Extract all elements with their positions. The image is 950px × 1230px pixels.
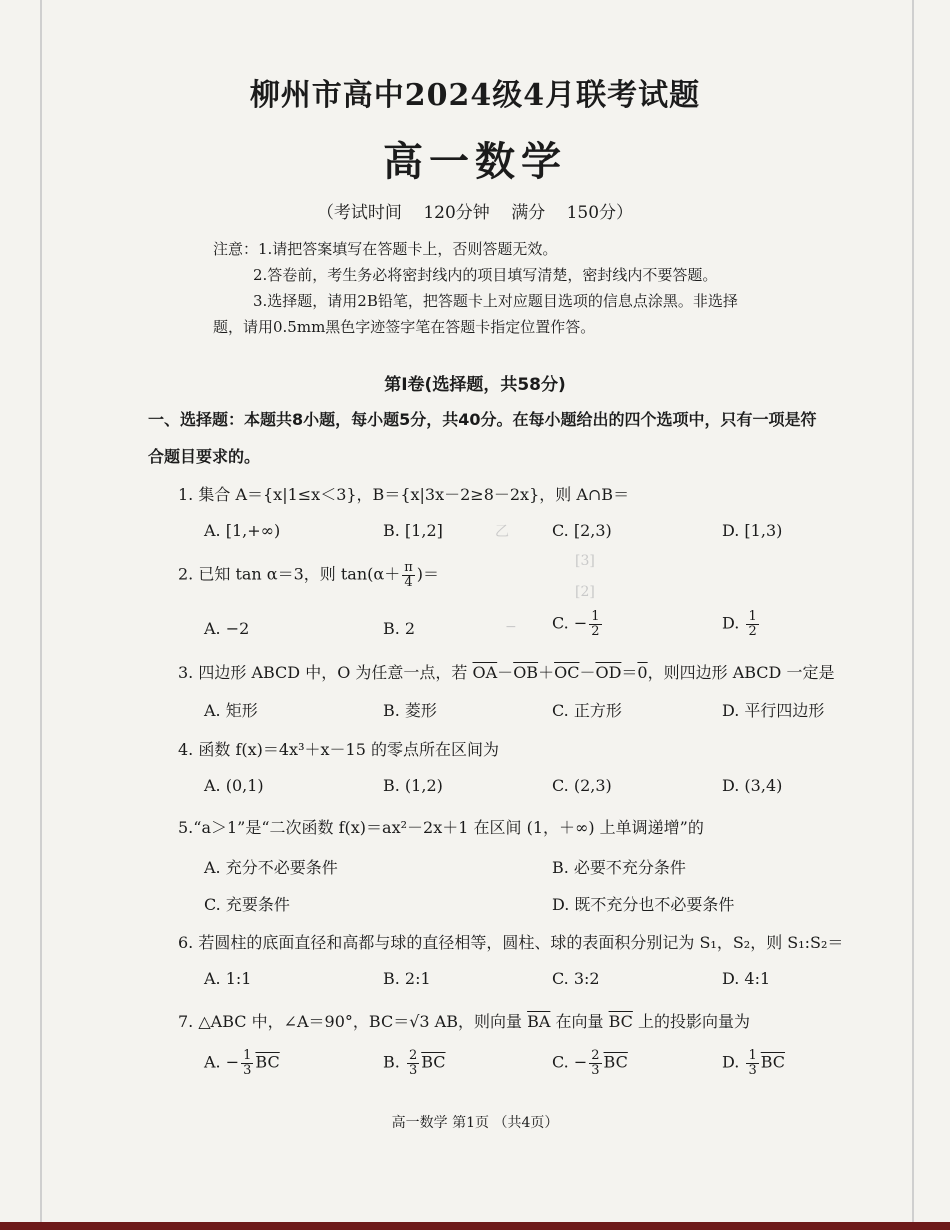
bottom-strip (0, 1222, 950, 1230)
q7-a-num: 1 (243, 1048, 252, 1063)
q2-d-den: 2 (748, 623, 757, 639)
page-footer: 高一数学 第1页 （共4页） (391, 1115, 559, 1131)
q7-option-b (383, 1049, 446, 1077)
q7-option-d (722, 1049, 785, 1077)
q7-d-vec: $\overline{BC}$ (760, 1052, 786, 1072)
q7-option-c (552, 1049, 628, 1077)
q1-option-b: B. [1,2] (383, 521, 443, 540)
q7-d-den: 3 (748, 1062, 757, 1078)
bleed-through-a: 乙 (495, 524, 509, 540)
q4-option-d: D. (3,4) (722, 776, 783, 795)
q3-option-c: C. 正方形 (552, 701, 622, 720)
section-title: 第Ⅰ卷(选择题，共58分) (384, 375, 566, 395)
q7-b-num: 2 (408, 1048, 418, 1063)
q7-c-num: 2 (591, 1048, 600, 1063)
q4-option-a: A. (0,1) (204, 776, 264, 795)
q7-a-frac (241, 1049, 253, 1077)
vector-ob: $\overline{OB}$ (513, 663, 539, 682)
exam-time-label: （考试时间 (316, 203, 402, 223)
q7-b-frac (407, 1049, 419, 1077)
q7-d-frac (746, 1049, 758, 1077)
question-5-stem: 5.“a＞1”是“二次函数 f(x)＝ax²－2x＋1 在区间 (1，＋∞) 上单调递增”的 (178, 818, 704, 837)
q7-a-vec: $\overline{BC}$ (255, 1052, 280, 1072)
q7-b-vec: $\overline{BC}$ (421, 1052, 446, 1072)
section-heading-line-2: 合题目要求的。 (148, 447, 261, 466)
vector-oc: $\overline{OC}$ (554, 663, 580, 682)
exam-meta (0, 198, 950, 223)
subject-title: 高一数学 (383, 138, 567, 185)
question-2-stem (178, 561, 439, 589)
q3-stem-post: ，则四边形 ABCD 一定是 (647, 663, 835, 682)
section-heading-line-1: 一、选择题：本题共8小题，每小题5分，共40分。在每小题给出的四个选项中，只有一项是符 (148, 410, 817, 429)
q7-c-label: C. − (552, 1052, 588, 1072)
q6-option-c: C. 3:2 (552, 969, 600, 988)
question-3-stem: 3. 四边形 ABCD 中，O 为任意一点，若 $\overline{OA}-\overline{OB}+\overline{OC}-\overline{OD}=0$，则四边形 ABCD 一定是 (178, 663, 835, 682)
exam-time: 120分钟 (423, 203, 490, 223)
q1-option-d: D. [1,3) (722, 521, 783, 540)
q2-option-b: B. 2 (383, 619, 416, 638)
q2-option-a: A. −2 (204, 619, 250, 638)
q6-option-d: D. 4:1 (722, 969, 771, 988)
q7-stem-post: 上的投影向量为 (632, 1012, 750, 1031)
exam-title: 柳州市高中2024级4月联考试题 (249, 78, 701, 113)
vector-od: $\overline{OD}$ (595, 663, 622, 682)
q4-option-c: C. (2,3) (552, 776, 612, 795)
notice-line-4: 题，请用0.5mm黑色字迹签字笔在答题卡指定位置作答。 (213, 318, 596, 336)
question-4-stem: 4. 函数 f(x)＝4x³＋x－15 的零点所在区间为 (178, 740, 499, 759)
q2-option-d-label: D. (722, 613, 745, 633)
vector-oa: $\overline{OA}$ (472, 663, 498, 682)
q2-frac-den: 4 (404, 574, 413, 590)
q5-option-a: A. 充分不必要条件 (204, 858, 338, 877)
vector-ba: $\overline{BA}$ (527, 1012, 551, 1031)
q3-option-a: A. 矩形 (204, 701, 258, 720)
full-score-label: 满分 (511, 203, 546, 223)
question-7-stem (178, 1009, 750, 1032)
question-1-stem: 1. 集合 A＝{x|1≤x＜3}，B＝{x|3x－2≥8－2x}，则 A∩B＝ (178, 485, 630, 504)
notice-line-2: 2.答卷前，考生务必将密封线内的项目填写清楚，密封线内不要答题。 (253, 266, 718, 284)
vector-bc: $\overline{BC}$ (608, 1012, 633, 1031)
zero-vector: 0 (637, 663, 648, 682)
q3-option-b: B. 菱形 (383, 701, 437, 720)
q7-b-label: B. (383, 1052, 405, 1072)
q5-option-d: D. 既不充分也不必要条件 (552, 895, 735, 914)
full-score: 150分） (566, 203, 634, 223)
q2-option-c-frac (589, 610, 601, 638)
q7-option-a (204, 1049, 280, 1077)
q4-option-b: B. (1,2) (383, 776, 443, 795)
q7-stem-pre: 7. △ABC 中，∠A＝90°，BC＝√3 AB，则向量 (178, 1012, 528, 1031)
bleed-through-c: [3] (575, 553, 595, 569)
bleed-through-b: − (505, 619, 517, 635)
q2-fraction (402, 561, 415, 589)
q2-stem-post: )＝ (416, 564, 439, 584)
q3-option-d: D. 平行四边形 (722, 701, 825, 720)
q1-option-c: C. [2,3) (552, 521, 612, 540)
q2-option-c-label: C. − (552, 613, 588, 633)
bleed-through-d: [2] (575, 584, 595, 600)
q2-option-d (722, 610, 761, 638)
q5-option-c: C. 充要条件 (204, 895, 290, 914)
q2-option-d-frac (746, 610, 758, 638)
q7-b-den: 3 (408, 1062, 418, 1078)
q3-stem-pre: 3. 四边形 ABCD 中，O 为任意一点，若 (178, 663, 473, 682)
q6-option-b: B. 2:1 (383, 969, 431, 988)
q5-option-b: B. 必要不充分条件 (552, 858, 686, 877)
q7-stem-mid: 在向量 (550, 1012, 609, 1031)
notice-line-3: 3.选择题，请用2B铅笔，把答题卡上对应题目选项的信息点涂黑。非选择 (253, 292, 738, 310)
question-6-stem: 6. 若圆柱的底面直径和高都与球的直径相等，圆柱、球的表面积分别记为 S₁，S₂，则 S₁:S₂＝ (178, 933, 844, 952)
q2-d-num: 1 (748, 609, 757, 624)
q7-d-label: D. (722, 1052, 745, 1072)
q2-stem-pre: 2. 已知 tan α＝3，则 tan(α＋ (178, 564, 401, 584)
q2-c-den: 2 (591, 623, 600, 639)
q7-a-den: 3 (243, 1062, 252, 1078)
q2-frac-num: π (404, 560, 413, 575)
q7-d-num: 1 (748, 1048, 757, 1063)
q7-a-label: A. − (204, 1052, 240, 1072)
q6-option-a: A. 1:1 (204, 969, 252, 988)
notice-line-1: 注意：1.请把答案填写在答题卡上，否则答题无效。 (213, 240, 558, 258)
q1-option-a: A. [1,+∞) (204, 521, 281, 540)
q7-c-vec: $\overline{BC}$ (603, 1052, 628, 1072)
q7-c-frac (589, 1049, 601, 1077)
q2-option-c (552, 610, 604, 638)
q2-c-num: 1 (591, 609, 600, 624)
q7-c-den: 3 (591, 1062, 600, 1078)
